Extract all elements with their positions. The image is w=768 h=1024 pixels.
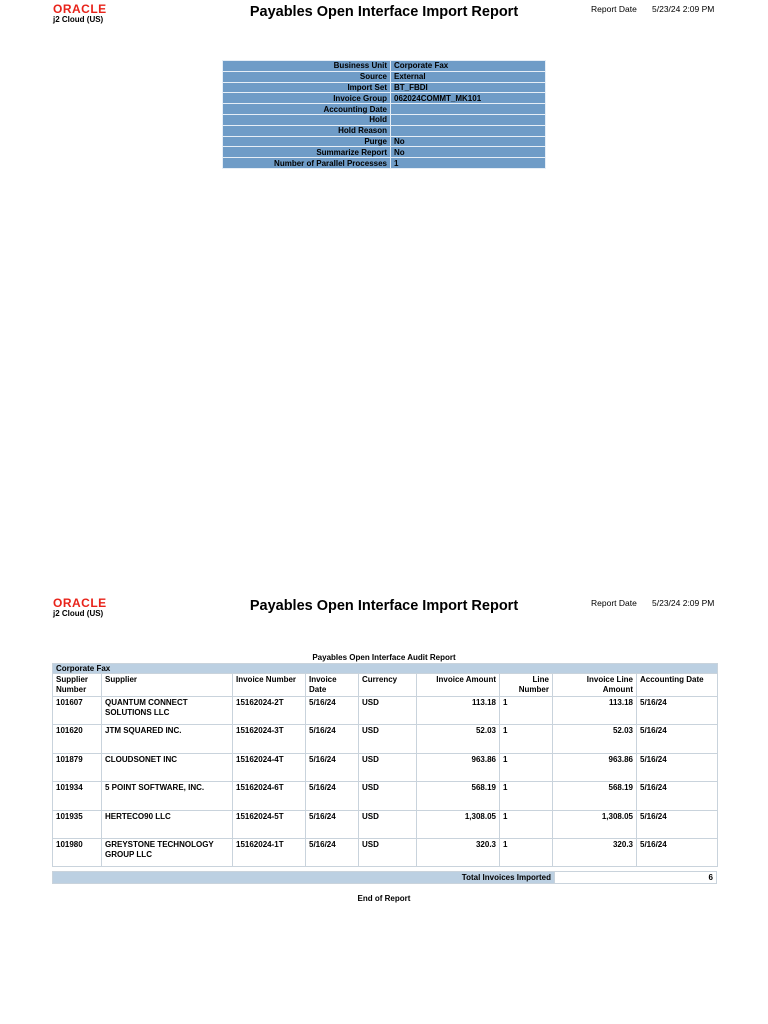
parameter-value: 1 bbox=[391, 158, 546, 169]
page-2-header bbox=[0, 594, 768, 634]
cell-currency: USD bbox=[359, 753, 417, 781]
parameter-row bbox=[223, 61, 546, 72]
parameter-label: Purge bbox=[223, 136, 391, 147]
report-date-value: 5/23/24 2:09 PM bbox=[652, 598, 715, 608]
parameter-label: Accounting Date bbox=[223, 104, 391, 115]
parameter-row bbox=[223, 125, 546, 136]
parameter-row bbox=[223, 82, 546, 93]
cell-invoice-line-amount: 963.86 bbox=[553, 753, 637, 781]
parameter-value bbox=[391, 114, 546, 125]
cell-invoice-line-amount: 320.3 bbox=[553, 838, 637, 866]
cell-accounting-date: 5/16/24 bbox=[637, 753, 718, 781]
cell-invoice-number: 15162024-6T bbox=[233, 782, 306, 810]
logo-wordmark: ORACLE bbox=[53, 596, 107, 610]
cell-supplier: CLOUDSONET INC bbox=[102, 753, 233, 781]
cell-invoice-date: 5/16/24 bbox=[306, 725, 359, 753]
parameter-label: Business Unit bbox=[223, 61, 391, 72]
cell-line-number: 1 bbox=[500, 782, 553, 810]
group-row bbox=[53, 664, 718, 674]
cell-currency: USD bbox=[359, 697, 417, 725]
parameter-row bbox=[223, 147, 546, 158]
logo-subtitle: j2 Cloud (US) bbox=[53, 609, 104, 618]
table-row bbox=[53, 838, 718, 866]
cell-accounting-date: 5/16/24 bbox=[637, 725, 718, 753]
parameter-row bbox=[223, 104, 546, 115]
parameter-value: No bbox=[391, 147, 546, 158]
col-supplier-number: Supplier Number bbox=[53, 674, 102, 697]
cell-invoice-amount: 52.03 bbox=[417, 725, 500, 753]
cell-supplier: JTM SQUARED INC. bbox=[102, 725, 233, 753]
col-supplier: Supplier bbox=[102, 674, 233, 697]
cell-supplier: QUANTUM CONNECT SOLUTIONS LLC bbox=[102, 697, 233, 725]
parameter-value: No bbox=[391, 136, 546, 147]
cell-invoice-date: 5/16/24 bbox=[306, 753, 359, 781]
col-line-number: Line Number bbox=[500, 674, 553, 697]
parameter-label: Summarize Report bbox=[223, 147, 391, 158]
cell-invoice-date: 5/16/24 bbox=[306, 810, 359, 838]
cell-line-number: 1 bbox=[500, 810, 553, 838]
cell-supplier: GREYSTONE TECHNOLOGY GROUP LLC bbox=[102, 838, 233, 866]
table-row bbox=[53, 725, 718, 753]
audit-table bbox=[52, 663, 718, 867]
cell-supplier: HERTECO90 LLC bbox=[102, 810, 233, 838]
cell-invoice-amount: 568.19 bbox=[417, 782, 500, 810]
cell-currency: USD bbox=[359, 725, 417, 753]
parameters-table bbox=[222, 60, 546, 169]
cell-supplier: 5 POINT SOFTWARE, INC. bbox=[102, 782, 233, 810]
parameter-value bbox=[391, 104, 546, 115]
table-row bbox=[53, 697, 718, 725]
cell-supplier-number: 101980 bbox=[53, 838, 102, 866]
parameter-value: External bbox=[391, 71, 546, 82]
cell-currency: USD bbox=[359, 838, 417, 866]
cell-invoice-number: 15162024-4T bbox=[233, 753, 306, 781]
parameter-label: Source bbox=[223, 71, 391, 82]
parameter-label: Hold bbox=[223, 114, 391, 125]
cell-line-number: 1 bbox=[500, 838, 553, 866]
cell-invoice-amount: 320.3 bbox=[417, 838, 500, 866]
cell-invoice-amount: 963.86 bbox=[417, 753, 500, 781]
report-date-label: Report Date bbox=[591, 598, 637, 608]
cell-invoice-line-amount: 52.03 bbox=[553, 725, 637, 753]
report-title: Payables Open Interface Import Report bbox=[249, 598, 519, 614]
cell-invoice-line-amount: 1,308.05 bbox=[553, 810, 637, 838]
cell-invoice-date: 5/16/24 bbox=[306, 697, 359, 725]
cell-invoice-amount: 1,308.05 bbox=[417, 810, 500, 838]
cell-invoice-line-amount: 568.19 bbox=[553, 782, 637, 810]
parameter-label: Import Set bbox=[223, 82, 391, 93]
total-table bbox=[52, 871, 717, 884]
col-currency: Currency bbox=[359, 674, 417, 697]
total-row bbox=[53, 872, 717, 884]
cell-accounting-date: 5/16/24 bbox=[637, 782, 718, 810]
cell-line-number: 1 bbox=[500, 725, 553, 753]
parameter-row bbox=[223, 114, 546, 125]
parameter-value bbox=[391, 125, 546, 136]
parameter-row bbox=[223, 93, 546, 104]
cell-supplier-number: 101879 bbox=[53, 753, 102, 781]
parameter-label: Hold Reason bbox=[223, 125, 391, 136]
cell-currency: USD bbox=[359, 782, 417, 810]
table-row bbox=[53, 782, 718, 810]
cell-supplier-number: 101934 bbox=[53, 782, 102, 810]
parameter-label: Number of Parallel Processes bbox=[223, 158, 391, 169]
cell-line-number: 1 bbox=[500, 697, 553, 725]
col-invoice-date: Invoice Date bbox=[306, 674, 359, 697]
total-value: 6 bbox=[555, 872, 717, 884]
cell-invoice-number: 15162024-5T bbox=[233, 810, 306, 838]
end-of-report: End of Report bbox=[357, 894, 411, 903]
cell-supplier-number: 101607 bbox=[53, 697, 102, 725]
cell-line-number: 1 bbox=[500, 753, 553, 781]
parameter-value: BT_FBDI bbox=[391, 82, 546, 93]
col-invoice-line-amount: Invoice Line Amount bbox=[553, 674, 637, 697]
col-invoice-number: Invoice Number bbox=[233, 674, 306, 697]
cell-invoice-number: 15162024-3T bbox=[233, 725, 306, 753]
group-label: Corporate Fax bbox=[53, 664, 718, 674]
parameter-label: Invoice Group bbox=[223, 93, 391, 104]
column-header-row bbox=[53, 674, 718, 697]
cell-invoice-amount: 113.18 bbox=[417, 697, 500, 725]
cell-supplier-number: 101935 bbox=[53, 810, 102, 838]
cell-accounting-date: 5/16/24 bbox=[637, 697, 718, 725]
table-row bbox=[53, 753, 718, 781]
parameter-row bbox=[223, 136, 546, 147]
cell-accounting-date: 5/16/24 bbox=[637, 838, 718, 866]
report-title: Payables Open Interface Import Report bbox=[249, 4, 519, 20]
total-label: Total Invoices Imported bbox=[53, 872, 555, 884]
report-date-value: 5/23/24 2:09 PM bbox=[652, 4, 715, 14]
page-1-header bbox=[0, 0, 768, 40]
audit-report-title: Payables Open Interface Audit Report bbox=[312, 653, 456, 662]
cell-currency: USD bbox=[359, 810, 417, 838]
cell-accounting-date: 5/16/24 bbox=[637, 810, 718, 838]
cell-invoice-number: 15162024-2T bbox=[233, 697, 306, 725]
report-date-label: Report Date bbox=[591, 4, 637, 14]
col-accounting-date: Accounting Date bbox=[637, 674, 718, 697]
cell-invoice-line-amount: 113.18 bbox=[553, 697, 637, 725]
cell-invoice-number: 15162024-1T bbox=[233, 838, 306, 866]
table-row bbox=[53, 810, 718, 838]
parameter-value: 062024COMMT_MK101 bbox=[391, 93, 546, 104]
parameter-row bbox=[223, 71, 546, 82]
logo-wordmark: ORACLE bbox=[53, 2, 107, 16]
logo-subtitle: j2 Cloud (US) bbox=[53, 15, 104, 24]
col-invoice-amount: Invoice Amount bbox=[417, 674, 500, 697]
parameter-row bbox=[223, 158, 546, 169]
cell-invoice-date: 5/16/24 bbox=[306, 782, 359, 810]
cell-invoice-date: 5/16/24 bbox=[306, 838, 359, 866]
cell-supplier-number: 101620 bbox=[53, 725, 102, 753]
parameter-value: Corporate Fax bbox=[391, 61, 546, 72]
